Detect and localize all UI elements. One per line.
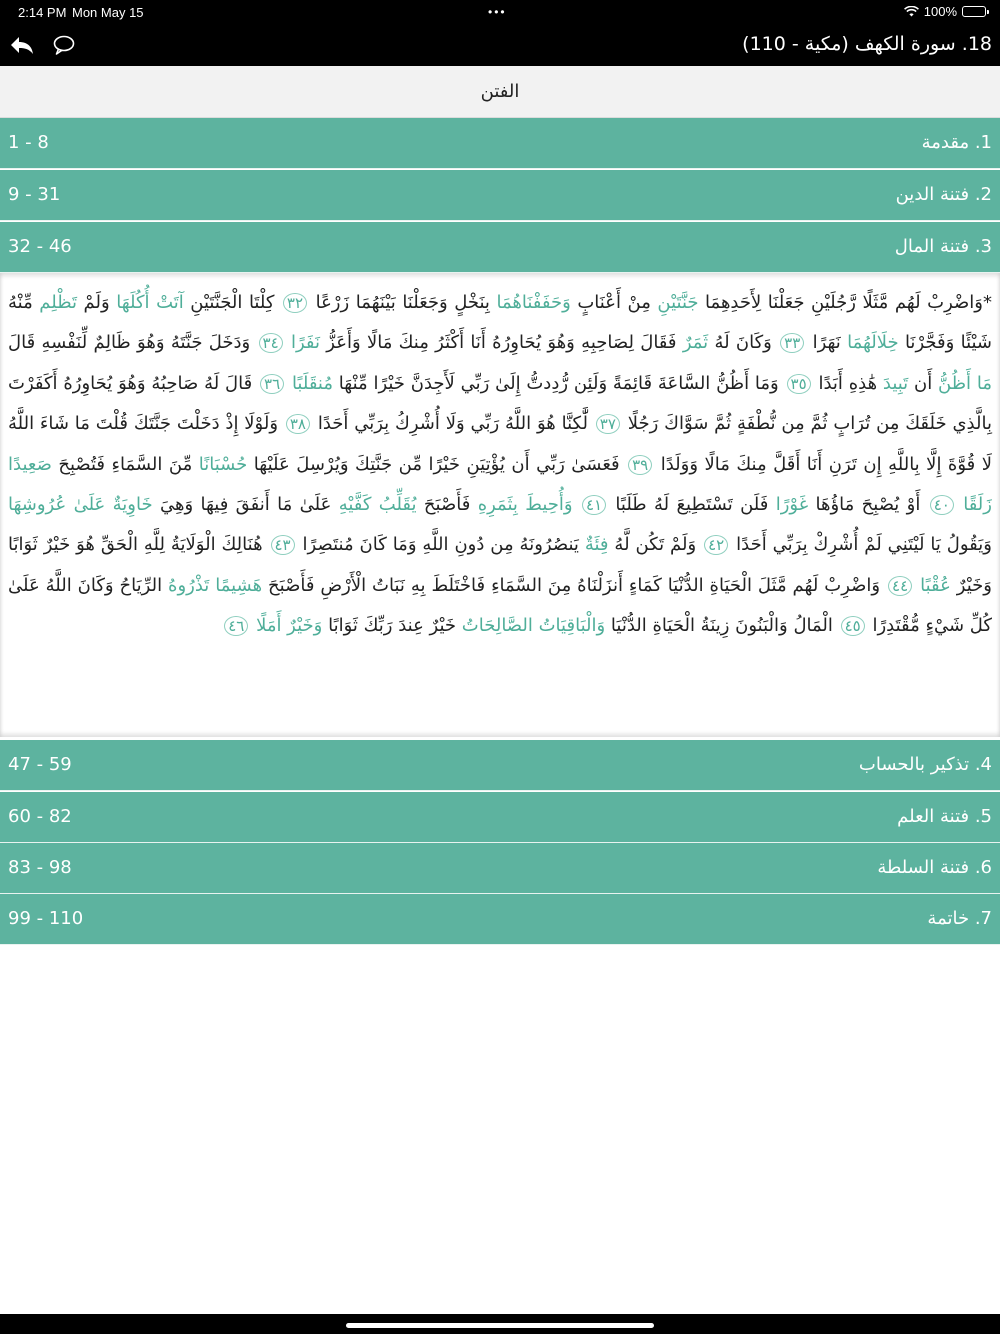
ayah-segment: الرِّيَاحُ وَكَانَ اللَّهُ عَلَىٰ كُلِّ شَيْءٍ مُّقْتَدِرًا (8, 574, 992, 637)
verse-number: ٣٧ (596, 414, 620, 434)
group-title: الفتن (480, 81, 520, 102)
surah-title: 18. سورة الكهف (مكية - 110) (742, 33, 992, 55)
ayah-segment: أَن (908, 372, 939, 394)
highlighted-word: خَاوِيَةٌ عَلَىٰ عُرُوشِهَا (8, 494, 153, 516)
highlighted-word: يُقَلِّبُ كَفَّيْهِ (338, 494, 417, 516)
highlighted-word: غَوْرًا (775, 494, 809, 516)
highlighted-word: وَخَيْرٌ أَمَلًا (256, 615, 323, 637)
ayah-segment: نَهَرًا (806, 332, 848, 354)
ayah-segment: الْمَالُ وَالْبَنُونَ زِينَةُ الْحَيَاةِ الدُّنْيَا (605, 615, 839, 637)
section-label: 2. فتنة الدين (895, 184, 992, 205)
highlighted-word: تَظْلِم (39, 292, 77, 313)
nav-bar (0, 24, 1000, 66)
section-range: 83 - 98 (8, 857, 72, 878)
group-header (0, 66, 1000, 118)
ayah-segment: وَكَانَ لَهُ (708, 332, 779, 354)
section-row-7[interactable] (0, 894, 1000, 945)
status-time: 2:14 PM (18, 5, 67, 20)
ayah-segment: وَلَمْ تَكُن لَّهُ (608, 534, 703, 556)
battery-icon (962, 6, 986, 17)
highlighted-word: تَبِيدَ (882, 372, 909, 394)
empty-area (0, 945, 1000, 1315)
section-label: 6. فتنة السلطة (877, 857, 992, 878)
section-range: 32 - 46 (8, 236, 72, 257)
multitasking-dots-icon[interactable]: ••• (488, 5, 507, 19)
verse-number: ٤٠ (930, 495, 954, 515)
home-indicator[interactable] (346, 1323, 654, 1328)
ayah-segment: هُنَالِكَ الْوَلَايَةُ لِلَّهِ الْحَقِّ هُوَ خَيْرٌ ثَوَابًا وَخَيْرٌ (8, 534, 992, 596)
section-row-4[interactable] (0, 740, 1000, 791)
ayah-segment: وَلَمْ (76, 292, 117, 313)
ayah-segment: لَّٰكِنَّا هُوَ اللَّهُ رَبِّي وَلَا أُشْرِكُ بِرَبِّي أَحَدًا (311, 413, 594, 435)
verse-number: ٣٨ (286, 414, 310, 434)
ayah-segment: عَلَىٰ مَا أَنفَقَ فِيهَا وَهِيَ (152, 494, 339, 516)
highlighted-word: وَأُحِيطَ بِثَمَرِهِ (477, 494, 573, 516)
ayah-segment: وَاضْرِبْ لَهُم مَّثَلَ الْحَيَاةِ الدُّنْيَا كَمَاءٍ أَنزَلْنَاهُ مِنَ السَّمَاءِ فَاخْتَلَطَ بِهِ نَبَاتُ الْأَرْضِ فَأَصْبَحَ (262, 574, 887, 596)
section-range: 99 - 110 (8, 908, 84, 929)
highlighted-word: خِلَالَهُمَا (847, 332, 899, 354)
section-label: 3. فتنة المال (894, 236, 992, 257)
ayah-segment: *وَاضْرِبْ لَهُم مَّثَلًا رَّجُلَيْنِ جَعَلْنَا لِأَحَدِهِمَا (698, 292, 992, 313)
ayah-segment: وَمَا أَظُنُّ السَّاعَةَ قَائِمَةً وَلَئِن رُّدِدتُّ إِلَىٰ رَبِّي لَأَجِدَنَّ خَيْرًا مِّنْهَا (333, 372, 785, 394)
ayah-segment: مِّنَ السَّمَاءِ فَتُصْبِحَ (51, 453, 199, 475)
highlighted-word: صَعِيدًا زَلَقًا (8, 453, 992, 516)
status-right (904, 4, 986, 19)
verse-number: ٤٢ (704, 535, 728, 555)
ayah-segment: فَلَن تَسْتَطِيعَ لَهُ طَلَبًا (608, 494, 776, 516)
ayah-text[interactable] (8, 283, 992, 647)
highlighted-word: وَحَفَفْنَاهُمَا (496, 292, 571, 313)
section-label: 1. مقدمة (921, 132, 992, 153)
ayah-segment: فَأَصْبَحَ (416, 494, 478, 516)
ayah-segment: وَيَقُولُ يَا لَيْتَنِي لَمْ أُشْرِكْ بِرَبِّي أَحَدًا (730, 534, 992, 556)
highlighted-word: ثَمَرٌ (682, 332, 709, 354)
ayah-panel (0, 273, 1000, 737)
highlighted-word: فِئَةٌ (584, 534, 609, 556)
ayah-segment: هَٰذِهِ أَبَدًا (812, 372, 883, 394)
verse-number: ٣٢ (283, 293, 307, 313)
highlighted-word: عُقْبًا (920, 574, 951, 596)
status-date: Mon May 15 (72, 5, 144, 20)
ayah-segment: مِّنْهُ شَيْئًا وَفَجَّرْنَا (8, 292, 993, 354)
section-range: 60 - 82 (8, 806, 72, 827)
ayah-segment: بِنَخْلٍ وَجَعَلْنَا بَيْنَهُمَا زَرْعًا (309, 292, 497, 313)
ayah-segment: وَدَخَلَ جَنَّتَهُ وَهُوَ ظَالِمٌ لِّنَفْسِهِ قَالَ (8, 332, 257, 354)
section-label: 5. فتنة العلم (897, 806, 992, 827)
ayah-segment: يَنصُرُونَهُ مِن دُونِ اللَّهِ وَمَا كَانَ مُنتَصِرًا (296, 534, 585, 556)
verse-number: ٣٣ (780, 333, 804, 353)
ayah-segment: فَقَالَ لِصَاحِبِهِ وَهُوَ يُحَاوِرُهُ أَنَا أَكْثَرُ مِنكَ مَالًا وَأَعَزُّ (320, 332, 683, 354)
section-row-1[interactable] (0, 118, 1000, 169)
speech-bubble-icon[interactable] (52, 33, 76, 57)
highlighted-word: نَفَرًا (290, 332, 320, 354)
section-row-3[interactable] (0, 222, 1000, 273)
verse-number: ٣٩ (628, 455, 652, 475)
ayah-segment: أَوْ يُصْبِحَ مَاؤُهَا (808, 494, 928, 516)
ayah-segment: مِنْ أَعْنَابٍ (570, 292, 658, 313)
verse-number: ٤٦ (224, 616, 248, 636)
ayah-segment: كِلْتَا الْجَنَّتَيْنِ (183, 292, 281, 313)
verse-number: ٤١ (582, 495, 606, 515)
section-row-5[interactable] (0, 792, 1000, 843)
ayah-segment: قَالَ لَهُ صَاحِبُهُ وَهُوَ يُحَاوِرُهُ أَكَفَرْتَ بِالَّذِي خَلَقَكَ مِن تُرَابٍ ثُمَّ مِن نُّطْفَةٍ ثُمَّ سَوَّاكَ رَجُلًا (8, 372, 992, 435)
verse-number: ٣٥ (787, 374, 811, 394)
battery-percent: 100% (923, 4, 957, 19)
highlighted-word: وَالْبَاقِيَاتُ الصَّالِحَاتُ (461, 615, 606, 637)
section-row-6[interactable] (0, 843, 1000, 894)
verse-number: ٤٣ (271, 535, 295, 555)
verse-number: ٣٤ (259, 333, 283, 353)
section-row-2[interactable] (0, 170, 1000, 221)
ayah-segment (573, 494, 580, 515)
section-range: 1 - 8 (8, 132, 49, 153)
section-label: 7. خاتمة (927, 908, 992, 929)
ayah-segment: فَعَسَىٰ رَبِّي أَن يُؤْتِيَنِ خَيْرًا مِّن جَنَّتِكَ وَيُرْسِلَ عَلَيْهَا (247, 453, 627, 475)
verse-number: ٣٦ (260, 374, 284, 394)
highlighted-word: جَنَّتَيْنِ (657, 292, 699, 313)
section-label: 4. تذكير بالحساب (858, 754, 992, 775)
reply-arrow-icon[interactable] (8, 33, 36, 57)
verse-number: ٤٤ (888, 576, 912, 596)
highlighted-word: آتَتْ أُكُلَهَا (116, 292, 184, 313)
highlighted-word: حُسْبَانًا (198, 453, 248, 475)
section-range: 9 - 31 (8, 184, 61, 205)
ayah-segment: خَيْرٌ عِندَ رَبِّكَ ثَوَابًا (322, 615, 462, 637)
highlighted-word: هَشِيمًا تَذْرُوهُ (168, 574, 263, 596)
highlighted-word: مَا أَظُنُّ (938, 372, 992, 394)
highlighted-word: مُنقَلَبًا (291, 372, 333, 394)
verse-number: ٤٥ (841, 616, 865, 636)
ayah-segment: وَلَوْلَا إِذْ دَخَلْتَ جَنَّتَكَ قُلْتَ مَا شَاءَ اللَّهُ لَا قُوَّةَ إِلَّا بِاللَّهِ إِن تَرَنِ أَنَا أَقَلَّ مِنكَ مَالًا وَوَلَدًا (8, 413, 992, 475)
section-range: 47 - 59 (8, 754, 72, 775)
wifi-icon (904, 6, 919, 17)
status-bar (0, 0, 1000, 24)
